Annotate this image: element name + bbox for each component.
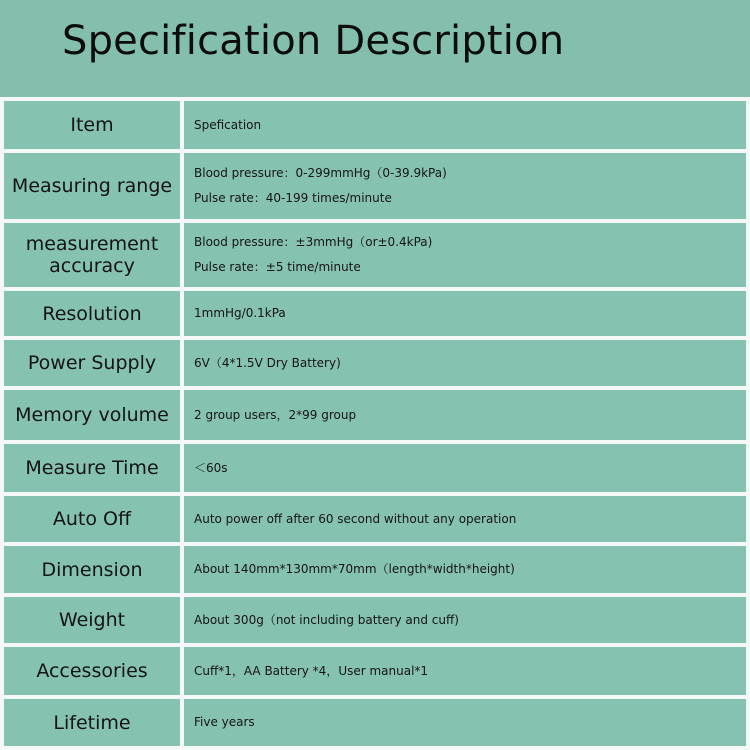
spec-cell-dimension: [184, 546, 746, 593]
item-cell-item: [4, 101, 180, 149]
item-label: Measure Time: [25, 457, 159, 479]
spec-table: [0, 97, 750, 750]
spec-line: Spefication: [194, 117, 262, 132]
spec-cell-memory-volume: [184, 390, 746, 440]
item-label: Lifetime: [53, 711, 131, 734]
spec-line: 1mmHg/0.1kPa: [194, 306, 286, 320]
item-cell-weight: [4, 597, 180, 643]
item-cell-memory-volume: [4, 390, 180, 440]
spec-line: Five years: [194, 715, 255, 729]
item-label: Power Supply: [27, 352, 157, 374]
spec-cell-lifetime: [184, 699, 746, 746]
spec-cell-weight: [184, 597, 746, 643]
spec-line: Blood pressure：0-299mmHg（0-39.9kPa): [194, 166, 447, 180]
spec-cell-item: [184, 101, 746, 149]
item-cell-measuring-range: [4, 153, 180, 219]
spec-line: Pulse rate：40-199 times/minute: [194, 191, 392, 205]
item-cell-dimension: [4, 546, 180, 593]
spec-line: Pulse rate：±5 time/minute: [194, 260, 361, 274]
spec-cell-measurement-accuracy: [184, 223, 746, 287]
item-label: Measuring range: [11, 175, 173, 197]
spec-line: 6V（4*1.5V Dry Battery): [194, 355, 341, 370]
header-band: [0, 0, 750, 96]
item-label: Memory volume: [15, 404, 169, 426]
item-label: Accessories: [36, 660, 148, 682]
item-cell-measurement-accuracy: [4, 223, 180, 287]
item-cell-lifetime: [4, 699, 180, 746]
page-title: Specification Description: [62, 18, 565, 64]
item-cell-auto-off: [4, 496, 180, 542]
spec-line: Auto power off after 60 second without any operation: [194, 511, 517, 526]
spec-cell-measuring-range: [184, 153, 746, 219]
item-label: Weight: [58, 609, 126, 631]
spec-line: Blood pressure：±3mmHg（or±0.4kPa): [194, 235, 433, 249]
item-label: Auto Off: [52, 508, 132, 530]
spec-cell-auto-off: [184, 496, 746, 542]
item-label: measurement accuracy: [25, 233, 159, 277]
spec-cell-power-supply: [184, 340, 746, 386]
item-cell-measure-time: [4, 444, 180, 492]
spec-line: 2 group users，2*99 group: [194, 407, 357, 422]
spec-line: About 300g（not including battery and cuff): [194, 612, 459, 627]
item-cell-accessories: [4, 647, 180, 695]
spec-line: About 140mm*130mm*70mm（length*width*height): [194, 562, 515, 576]
spec-cell-measure-time: [184, 444, 746, 492]
item-label: Dimension: [41, 558, 143, 581]
spec-line: ＜60s: [194, 460, 228, 475]
item-cell-power-supply: [4, 340, 180, 386]
spec-cell-resolution: [184, 291, 746, 336]
spec-line: Cuff*1，AA Battery *4，User manual*1: [194, 663, 429, 678]
item-label: Item: [70, 114, 114, 136]
spec-cell-accessories: [184, 647, 746, 695]
item-cell-resolution: [4, 291, 180, 336]
item-label: Resolution: [42, 302, 142, 325]
